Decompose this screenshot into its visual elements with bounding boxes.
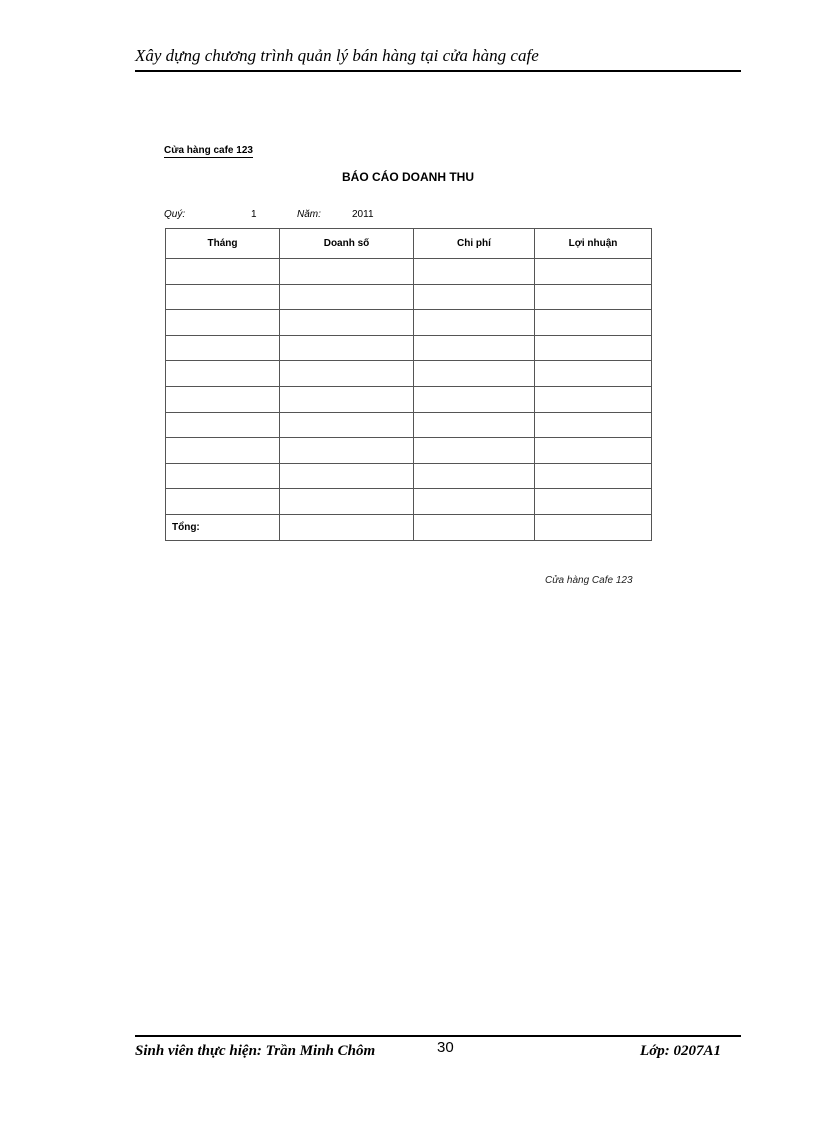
table-cell	[535, 361, 652, 387]
table-cell	[280, 335, 414, 361]
table-cell	[280, 259, 414, 285]
table-row	[166, 361, 652, 387]
table-cell	[535, 310, 652, 336]
total-row	[166, 514, 652, 540]
total-cost-cell	[414, 514, 535, 540]
table-cell	[535, 335, 652, 361]
table-row	[166, 284, 652, 310]
table-row	[166, 463, 652, 489]
column-header-cost: Chi phí	[414, 229, 535, 259]
table-cell	[166, 463, 280, 489]
table-header-row	[166, 229, 652, 259]
column-header-profit: Lợi nhuận	[535, 229, 652, 259]
year-label: Năm:	[297, 209, 321, 220]
table-cell	[414, 412, 535, 438]
table-cell	[535, 412, 652, 438]
table-cell	[535, 284, 652, 310]
table-cell	[535, 463, 652, 489]
page-header: Xây dựng chương trình quản lý bán hàng tại cửa hàng cafe	[135, 46, 741, 72]
store-name: Cửa hàng cafe 123	[164, 145, 253, 156]
table-row	[166, 386, 652, 412]
table-cell	[535, 259, 652, 285]
table-cell	[166, 259, 280, 285]
table-cell	[166, 335, 280, 361]
table-cell	[414, 386, 535, 412]
year-value: 2011	[352, 209, 374, 220]
student-name: Sinh viên thực hiện: Trần Minh Chôm	[135, 1043, 376, 1059]
table-cell	[166, 361, 280, 387]
table-row	[166, 335, 652, 361]
table-cell	[280, 310, 414, 336]
page-footer	[135, 1035, 741, 1067]
table-cell	[280, 361, 414, 387]
table-cell	[166, 386, 280, 412]
revenue-report-table	[165, 228, 652, 541]
table-cell	[280, 438, 414, 464]
table-cell	[280, 489, 414, 515]
total-label: Tổng:	[166, 514, 280, 540]
table-cell	[166, 489, 280, 515]
column-header-sales: Doanh số	[280, 229, 414, 259]
column-header-month: Tháng	[166, 229, 280, 259]
table-cell	[414, 284, 535, 310]
table-cell	[414, 489, 535, 515]
table-cell	[280, 386, 414, 412]
table-row	[166, 310, 652, 336]
table-cell	[280, 284, 414, 310]
table-cell	[535, 386, 652, 412]
table-row	[166, 259, 652, 285]
page-number: 30	[437, 1039, 454, 1056]
table-cell	[414, 310, 535, 336]
report-title: BÁO CÁO DOANH THU	[342, 170, 474, 184]
table-cell	[166, 310, 280, 336]
table-cell	[166, 412, 280, 438]
table-row	[166, 438, 652, 464]
table-cell	[280, 463, 414, 489]
table-row	[166, 489, 652, 515]
table-cell	[535, 438, 652, 464]
table-cell	[414, 463, 535, 489]
table-cell	[414, 361, 535, 387]
table-row	[166, 412, 652, 438]
table-cell	[414, 259, 535, 285]
table-cell	[166, 284, 280, 310]
table-cell	[166, 438, 280, 464]
table-cell	[280, 412, 414, 438]
table-cell	[535, 489, 652, 515]
table-cell	[414, 335, 535, 361]
report-footer-store: Cửa hàng Cafe 123	[545, 575, 633, 586]
table-cell	[414, 438, 535, 464]
total-sales-cell	[280, 514, 414, 540]
quarter-value: 1	[251, 209, 257, 220]
class-code: Lớp: 0207A1	[640, 1043, 721, 1059]
quarter-label: Quý:	[164, 209, 186, 220]
total-profit-cell	[535, 514, 652, 540]
